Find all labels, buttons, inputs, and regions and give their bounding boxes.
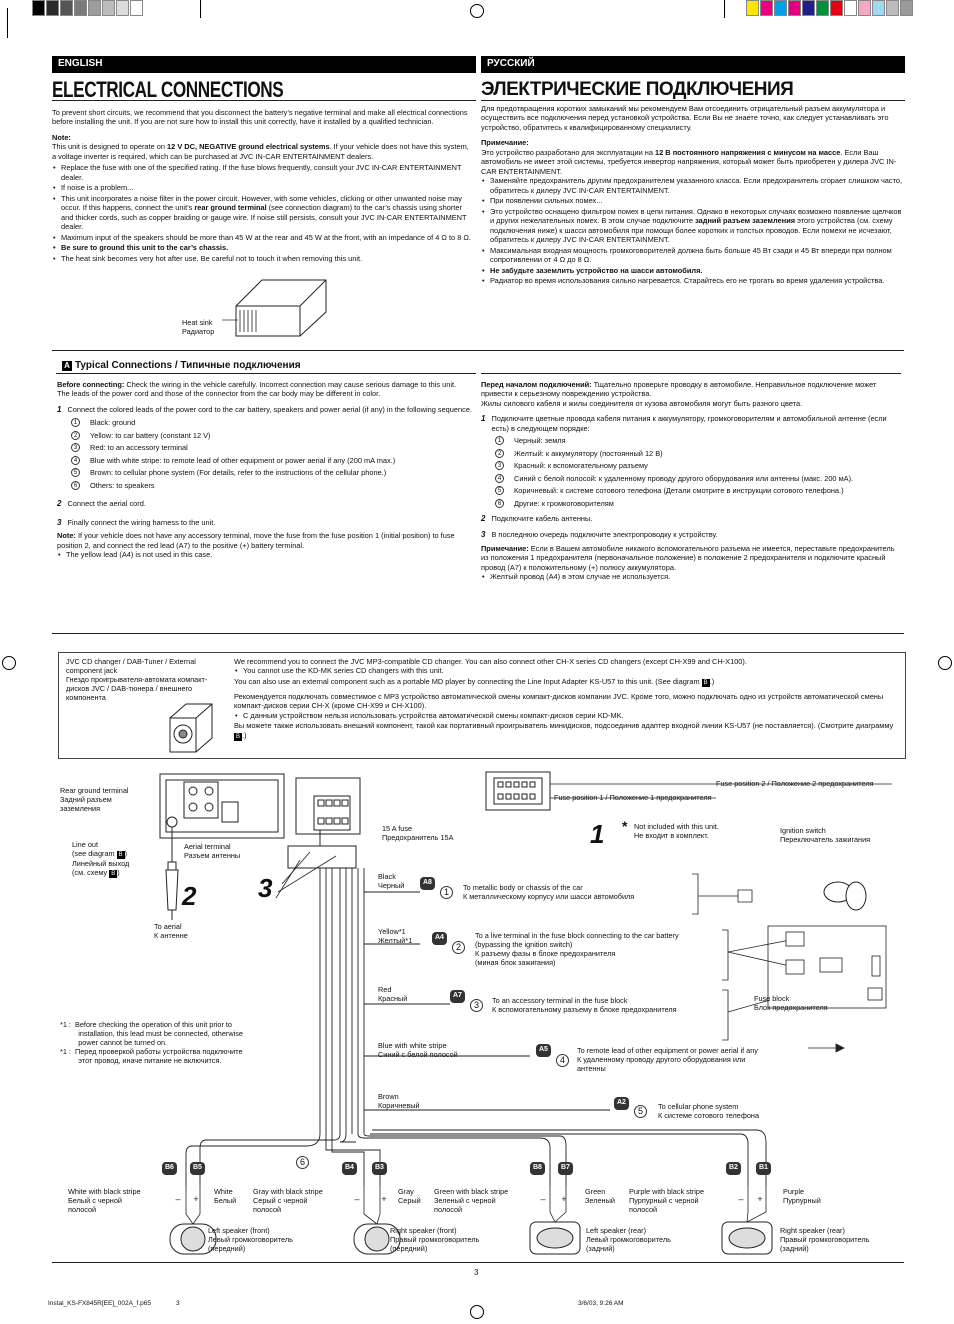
color-swatch <box>816 0 829 16</box>
to-aerial-label: To aerial К антенне <box>154 922 188 941</box>
color-swatch <box>830 0 843 16</box>
title-rule <box>52 100 476 101</box>
wire-blue-label: Blue with white stripe Синий с белой полосой <box>378 1041 458 1060</box>
color-swatch <box>774 0 787 16</box>
wire-number-5: 5 <box>634 1105 647 1118</box>
bullet: • Replace the fuse with one of the specified rating. If the fuse blows frequently, consult your JVC IN-CAR ENTERTAINMENT dealer. <box>52 163 474 182</box>
polarity-plus: + <box>561 1194 567 1204</box>
color-swatch <box>130 0 143 16</box>
ignition-label: Ignition switch Переключатель зажигания <box>780 826 871 845</box>
section-rule <box>481 373 901 374</box>
title-english: ELECTRICAL CONNECTIONS <box>52 77 284 102</box>
english-intro-column <box>52 108 474 264</box>
wire-black-desc: To metallic body or chassis of the car К металлическому корпусу или шасси автомобиля <box>463 883 635 902</box>
wire-blue-desc: To remote lead of other equipment or power aerial if any К удаленному проводу другого оборудования или антенны <box>577 1046 758 1074</box>
section-a-title: A Typical Connections / Типичные подключения <box>62 360 301 373</box>
bullet: • If noise is a problem... <box>52 183 474 192</box>
color-swatch <box>88 0 101 16</box>
wire-code-a8: A8 <box>420 877 435 890</box>
fuse-position-2-label: Fuse position 2 / Положение 2 предохранителя <box>716 779 874 788</box>
changer-jack-illustration <box>168 698 218 754</box>
typical-connections-russian: Перед началом подключений: Тщательно проверьте проводку в автомобиле. Неправильное подключение может привести к серьезному повреждению устройства. Жилы силового кабеля и жилы соединителя от кузова автомобиля могут быть разного цвета. 1 Подключите цветные провода кабеля питания к аккумулятору, громкоговорителям и автомобильной антенне (если есть) в следующем порядке: 1 Черный: земля 2 Желтый: к аккумулятору (постоянный 12 В) 3 Красный: к вспомогательному разъему 4 Синий с белой полосой: к удаленному проводу другого оборудования или антенны (макс. 200 мА). 5 Коричневый: к системе сотового телефона (Детали смотрите в инструкции сотового телефона.) 6 Другие: к громкоговорителям 2 Подключите кабель антенны. 3 В последнюю очередь подключите электропроводку к устройству. Примечание: Если в Вашем автомобиле никакого вспомогательного разъема не имеется, переставьте предохранитель из положения 1 предохранителя (первоначальное положение) в положение 2 предохранителя и подключите красный провод (A7) к положительному (+) полюсу аккумулятора. • Желтый провод (A4) в этом случае не используется. <box>481 380 901 583</box>
color-swatch <box>802 0 815 16</box>
bullet-continued: • This unit incorporates a noise filter in the power circuit. However, with some vehicles, clicking or other unwanted noise may occur. If this happens, connect the unit’s rear ground terminal (see connection diagram) to the car’s chassis using shorter and thicker cords, such as copper braiding or gauge wire. If noise still persists, consult your JVC IN-CAR ENTERTAINMENT dealer. <box>52 194 474 232</box>
speaker-code-b8: B8 <box>530 1162 545 1175</box>
rear-ground-label: Rear ground terminal Задний разъем заземления <box>60 786 129 814</box>
color-swatch <box>60 0 73 16</box>
speaker-code-b4: B4 <box>342 1162 357 1175</box>
speaker-wire-neg-label: White with black stripe Белый с черной полосой <box>68 1187 141 1215</box>
speaker-left-front-label: Left speaker (front) Левый громкоговоритель (передний) <box>208 1226 293 1254</box>
speaker-code-b1: B1 <box>756 1162 771 1175</box>
fuse-holder <box>486 772 550 810</box>
registration-mark <box>938 656 952 670</box>
speaker-wire-pos-label: White Белый <box>214 1187 237 1206</box>
wire-brown-desc: To cellular phone system К системе сотового телефона <box>658 1102 759 1121</box>
changer-text: We recommend you to connect the JVC MP3-compatible CD changer. You can also connect other CH-X series CD changers (except CH-X99 and CH-X100). • You cannot use the KD-MK series CD changers with this unit. You can also use an external component such as a portable MD player by connecting the Line Input Adapter KS-U57 to this unit. (See diagram B .) Рекомендуется подключать совместимое с MP3 устройство автоматической смены компакт-дисков компании JVC. Кроме того, можно подключать одно из устройств автоматической смены компакт-дисков серии CH-X (кроме CH-X99 и CH-X100). • С данным устройством нельзя использовать устройства автоматической смены компакт-дисков серии KD-MK. Вы можете также использовать внешний компонент, такой как портативный проигрыватель минидисков, подсоединив адаптер входной линии KS-U57 (не поставляется). (Смотрите диаграмму B .) <box>234 657 902 741</box>
wire-code-a2: A2 <box>614 1097 629 1110</box>
polarity-plus: + <box>381 1194 387 1204</box>
wire-number-6: 6 <box>296 1156 309 1169</box>
ignition-key-icon <box>824 882 866 910</box>
heat-sink-illustration <box>222 272 332 344</box>
polarity-plus: + <box>193 1194 199 1204</box>
heatsink-label: Heat sink Радиатор <box>182 318 215 337</box>
polarity-minus: – <box>175 1194 181 1204</box>
color-swatch <box>116 0 129 16</box>
color-swatch <box>900 0 913 16</box>
line-out-label: Line out (see diagram B ) Линейный выход (см. схему B ) <box>72 840 130 878</box>
color-swatch <box>32 0 45 16</box>
section-a-letter: A <box>62 361 72 371</box>
crop-mark <box>0 8 8 38</box>
not-included-label: Not included with this unit. Не входит в комплект. <box>634 822 719 841</box>
registration-mark <box>470 4 484 18</box>
color-swatch <box>844 0 857 16</box>
bullet: • Не забудьте заземлить устройство на шасси автомобиля. <box>481 266 903 275</box>
color-swatch <box>46 0 59 16</box>
speaker-code-b3: B3 <box>372 1162 387 1175</box>
speaker-right-rear-label: Right speaker (rear) Правый громкоговоритель (задний) <box>780 1226 870 1254</box>
speaker-wire-pos-label: Green Зеленый <box>585 1187 615 1206</box>
wire-number-3: 3 <box>470 999 483 1012</box>
step-3-marker: 3 <box>258 873 273 903</box>
speaker-code-b6: B6 <box>162 1162 177 1175</box>
section-rule <box>52 633 904 634</box>
wire-number-2: 2 <box>452 941 465 954</box>
typical-connections-english: Before connecting: Check the wiring in the vehicle carefully. Incorrect connection may cause serious damage to this unit. The leads of the power cord and those of the connector from the car body may be different in color. 1 Connect the colored leads of the power cord to the car battery, speakers and power aerial (if any) in the following sequence. 1 Black: ground 2 Yellow: to car battery (constant 12 V) 3 Red: to an accessory terminal 4 Blue with white stripe: to remote lead of other equipment or power aerial if any (200 mA max.) 5 Brown: to cellular phone system (For details, refer to the instructions of the cellular phone.) 6 Others: to speakers 2 Connect the aerial cord. 3 Finally connect the wiring harness to the unit. Note: If your vehicle does not have any accessory terminal, move the fuse from the fuse position 1 (initial position) to fuse position 2, and connect the red lead (A7) to the positive (+) battery terminal. • The yellow lead (A4) is not used in this case. <box>57 380 473 561</box>
wire-code-a5: A5 <box>536 1044 551 1057</box>
section-rule <box>52 350 904 351</box>
note-title: Note: <box>52 132 71 142</box>
wire-black-label: Black Черный <box>378 872 405 891</box>
color-swatches <box>746 0 916 16</box>
color-swatch <box>74 0 87 16</box>
bullet: • Maximum input of the speakers should be more than 45 W at the rear and 45 W at the front, with an impedance of 4 Ω to 8 Ω. <box>52 233 474 242</box>
color-swatch <box>788 0 801 16</box>
wire-red-label: Red Красный <box>378 985 408 1004</box>
speaker-code-b5: B5 <box>190 1162 205 1175</box>
diagram-b-icon: B <box>111 871 116 878</box>
color-swatch <box>872 0 885 16</box>
wire-number-4: 4 <box>556 1054 569 1067</box>
color-swatch <box>102 0 115 16</box>
fuse-position-1-label: Fuse position 1 / Положение 1 предохранителя <box>554 793 712 802</box>
step-2-marker: 2 <box>182 881 197 911</box>
bullet-continued: • Это устройство оснащено фильтром помех в цепи питания. Однако в некоторых случаях возможно появление щелчков и других нежелательных помех. В этом случае подключите задний разъем заземления этого устройства (см. схему подключения ниже) к шасси автомобиля при помощи более коротких и толстых проводов. Если помехи не исчезают, обратитесь к дилеру JVC IN-CAR ENTERTAINMENT. <box>481 207 903 245</box>
changer-label: JVC CD changer / DAB-Tuner / External component jack Гнездо проигрывателя-автомата компакт-дисков JVC / DAB-тюнера / внешнего компонента <box>66 657 208 703</box>
wire-yellow-label: Yellow*1 Желтый*1 <box>378 927 413 946</box>
bullet: • Заменяйте предохранитель другим предохранителем указанного класса. Если предохранитель сгорает слишком часто, обратитесь к дилеру JVC IN-CAR ENTERTAINMENT. <box>481 176 903 195</box>
title-russian: ЭЛЕКТРИЧЕСКИЕ ПОДКЛЮЧЕНИЯ <box>481 79 794 100</box>
diagram-b-icon: B <box>703 679 708 686</box>
polarity-minus: – <box>354 1194 360 1204</box>
wire-code-a7: A7 <box>450 990 465 1003</box>
title-rule <box>481 100 905 101</box>
speaker-code-b2: B2 <box>726 1162 741 1175</box>
footer-page: 3 <box>176 1300 180 1307</box>
fuse-block-label: Fuse block Блок предохранителя <box>754 994 828 1013</box>
footer-date: 3/6/03, 9:26 AM <box>578 1300 624 1307</box>
fuse15-label: 15 A fuse Предохранитель 15A <box>382 824 454 843</box>
note-title: Примечание: <box>481 138 529 148</box>
color-swatch <box>760 0 773 16</box>
star-mark: * <box>622 818 628 834</box>
bullet: • Радиатор во время использования сильно нагревается. Старайтесь его не трогать во время удаления устройства. <box>481 276 903 285</box>
footer-file: Instal_KS-FX845R[EE]_002A_f.p65 <box>48 1300 151 1307</box>
speaker-wire-pos-label: Purple Пурпурный <box>783 1187 821 1206</box>
speaker-wire-neg-label: Gray with black stripe Серый с черной полосой <box>253 1187 323 1215</box>
wire-yellow-desc: To a live terminal in the fuse block connecting to the car battery (bypassing the ignition switch) К разъему фазы в блоке предохранителя (миная блок зажигания) <box>475 931 679 968</box>
lang-russian: РУССКИЙ <box>481 56 905 73</box>
color-swatch <box>886 0 899 16</box>
russian-intro-column <box>481 104 903 286</box>
bullet: • The heat sink becomes very hot after use. Be careful not to touch it when removing this unit. <box>52 254 474 263</box>
speaker-wire-neg-label: Green with black stripe Зеленый с черной полосой <box>434 1187 509 1215</box>
wire-number-1: 1 <box>440 886 453 899</box>
page-number: 3 <box>474 1268 479 1277</box>
polarity-plus: + <box>757 1194 763 1204</box>
crop-mark <box>724 0 725 18</box>
note-text: Это устройство разработано для эксплуатации на 12 В постоянного напряжения с минусом на массе. Если Ваш автомобиль не имеет этой системы, требуется инвертор напряжения, который может быть приобретен у дилера JVC IN-CAR ENTERTAINMENT. <box>481 147 897 176</box>
head-unit-back <box>160 774 360 838</box>
bottom-rule <box>52 1262 904 1263</box>
wire-red-desc: To an accessory terminal in the fuse block К вспомогательному разъему в блоке предохранителя <box>492 996 677 1015</box>
note-text: This unit is designed to operate on 12 V DC, NEGATIVE ground electrical systems. If your vehicle does not have this system, a voltage inverter is required, which can be purchased at JVC IN-CAR ENTERTAINMENT dealers. <box>52 142 469 161</box>
bullet: • Be sure to ground this unit to the car’s chassis. <box>52 243 474 252</box>
grayscale-swatches <box>32 0 142 16</box>
speaker-right-front-label: Right speaker (front) Правый громкоговоритель (передний) <box>390 1226 480 1254</box>
step-1-marker: 1 <box>590 819 605 849</box>
bullet: • Максимальная входная мощность громкоговорителей должна быть больше 45 Вт сзади и 45 Вт впереди при полном сопротивлении от 4 Ω до 8 Ω. <box>481 246 903 265</box>
speaker-code-b7: B7 <box>558 1162 573 1175</box>
aerial-terminal-label: Aerial terminal Разъем антенны <box>184 842 241 861</box>
speaker-wire-neg-label: Purple with black stripe Пурпурный с черной полосой <box>629 1187 705 1215</box>
intro-text: To prevent short circuits, we recommend that you disconnect the battery’s negative terminal and make all electrical connections before installing the unit. If you are not sure how to install this unit correctly, have it installed by a qualified technician. <box>52 108 468 127</box>
intro-text: Для предотвращения коротких замыканий мы рекомендуем Вам отсоединить отрицательный разъем аккумулятора и осуществить все подключения перед установкой устройства. Если Вы не знаете точно, как следует устанавливать это устройство, обратитесь к квалифицированному специалисту. <box>481 104 889 132</box>
diagram-b-icon: B <box>235 733 240 740</box>
lang-english: ENGLISH <box>52 56 476 73</box>
speaker-wire-pos-label: Gray Серый <box>398 1187 421 1206</box>
polarity-minus: – <box>540 1194 546 1204</box>
registration-mark <box>2 656 16 670</box>
registration-mark <box>470 1305 484 1319</box>
wire-brown-label: Brown Коричневый <box>378 1092 420 1111</box>
color-swatch <box>858 0 871 16</box>
bullet: • При появлении сильных помех... <box>481 196 903 205</box>
speaker-left-rear-label: Left speaker (rear) Левый громкоговоритель (задний) <box>586 1226 671 1254</box>
diagram-b-icon: B <box>118 852 123 859</box>
color-swatch <box>746 0 759 16</box>
footnote: *1 : Before checking the operation of this unit prior to installation, this lead must be connected, otherwise power cannot be turned on. *1 : Перед проверкой работы устройства подключите этот провод, иначе питание не включится. <box>60 1020 243 1066</box>
wire-code-a4: A4 <box>432 932 447 945</box>
polarity-minus: – <box>738 1194 744 1204</box>
crop-mark <box>200 0 201 18</box>
section-rule <box>56 373 476 374</box>
